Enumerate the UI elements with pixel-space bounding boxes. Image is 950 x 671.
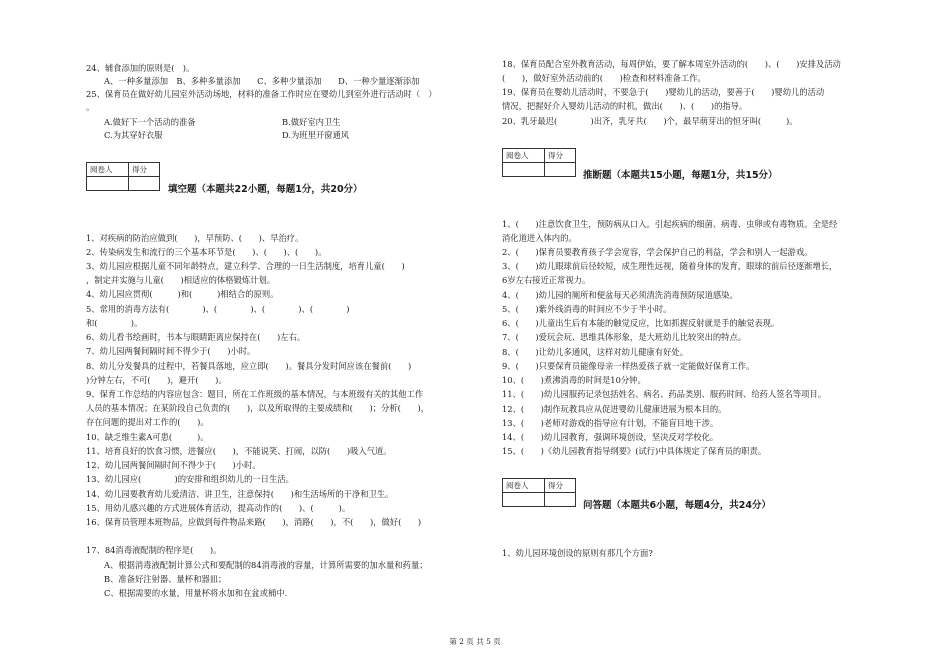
- list-item: 6、( )儿童出生后有本能的触觉反应，比如抓握反射就是手的触觉表现。: [502, 318, 780, 328]
- score-cell[interactable]: [545, 493, 576, 507]
- list-item: C、根据需要的水量，用量杯将水加和在盆或桶中.: [104, 588, 288, 598]
- list-item: 13、幼儿园应( )的安排和组织幼儿的一日生活。: [86, 474, 294, 484]
- list-item: 7、幼儿园两餐间隔时间不得少于( )小时。: [86, 346, 256, 356]
- q25-option-c: C.为其穿好衣服: [104, 130, 163, 140]
- score-cell[interactable]: [129, 177, 160, 191]
- score-label: 得分: [545, 479, 576, 493]
- list-item: 存在问题的提出对工作的( )。: [86, 417, 209, 427]
- list-item: 8、幼儿分发餐具的过程中，若餐具落地，应立即( )。餐具分发时间应该在餐前( ): [86, 361, 412, 371]
- list-item: )分钟左右，不可( )，避开( )。: [86, 375, 227, 385]
- list-item: A、根据消毒液配制计算公式和要配制的84消毒液的容量，计算所需要的加水量和药量；: [104, 560, 428, 570]
- list-item: ，制定并实施与儿童( )相适应的体格锻炼计划。: [86, 275, 276, 285]
- list-item: 9、( )只要保育员能像母亲一样热爱孩子就一定能做好保育工作。: [502, 361, 755, 371]
- list-item: 1、( )注意饮食卫生，预防病从口入。引起疾病的细菌、病毒、虫卵或有毒物质。全是经: [502, 219, 838, 229]
- reviewer-cell[interactable]: [503, 163, 545, 177]
- list-item: 2、( )保育员要教育孩子学会宽容，学会保护自己的利益，学会和别人一起游戏。: [502, 247, 813, 257]
- score-label: 得分: [545, 149, 576, 163]
- list-item: B、准备好注射器、量杯和器皿；: [104, 574, 227, 584]
- q20-line: 20、乳牙最迟( )出齐，乳牙共( )个，最早萌芽出的恒牙叫( )。: [502, 116, 798, 126]
- score-label: 得分: [129, 163, 160, 177]
- list-item: 12、( )制作玩教具应从促进婴幼儿健康进展为根本目的。: [502, 404, 727, 414]
- score-cell[interactable]: [545, 163, 576, 177]
- q19-line1: 19、保育员在婴幼儿活动时，不要急于( )婴幼儿的活动，要善于( )婴幼儿的活动: [502, 87, 825, 97]
- section-title-fill: 填空题（本题共22小题，每题1分，共20分）: [168, 184, 363, 195]
- list-item: 10、( )煮沸消毒的时间是10分钟。: [502, 375, 646, 385]
- score-box: [502, 148, 576, 177]
- list-item: 2、传染病发生和流行的三个基本环节是( )、( )、( )。: [86, 247, 327, 257]
- list-item: 4、幼儿园应贯彻( )和( )相结合的原则。: [86, 289, 279, 299]
- list-item: 5、常用的消毒方法有( )、( )、( )、( ): [86, 304, 350, 314]
- q18-line1: 18、保育员配合室外教育活动，每周伊始，要了解本周室外活动的( )、( )安排及活动: [502, 59, 841, 69]
- list-item: 1、对疾病的防治应做到( )，早预防、( )、早治疗。: [86, 233, 304, 243]
- list-item: 消化道进入体内的。: [502, 233, 577, 243]
- list-item: 人员的基本情况；在某阶段自己负责的( )，以及所取得的主要成绩和( )；分析( )，: [86, 403, 430, 413]
- list-item: 11、培育良好的饮食习惯，进餐应( )，不能说笑、打闹，以防( )吸入气道。: [86, 446, 392, 456]
- q25-stem: 25、保育员在做好幼儿园室外活动场地，材料的准备工作时应在婴幼儿到室外进行活动时（ ）: [86, 89, 437, 99]
- page-footer: 第 2 页 共 5 页: [449, 637, 501, 646]
- reviewer-label: 阅卷人: [503, 479, 545, 493]
- section-title-judge: 推断题（本题共15小题，每题1分，共15分）: [583, 170, 778, 181]
- q18-line2: ( )，做好室外活动前的( )检查和材料准备工作。: [502, 73, 706, 83]
- list-item: 4、( )幼儿园的厕所和便盆每天必须清洗消毒预防尿道感染。: [502, 290, 738, 300]
- list-item: 1、幼儿园环境创设的原则有那几个方面?: [502, 548, 653, 558]
- list-item: 6、幼儿看书绘画时，书本与眼睛距离应保持在( )左右。: [86, 332, 306, 342]
- reviewer-cell[interactable]: [503, 493, 545, 507]
- q25-stem-end: 。: [86, 102, 95, 112]
- reviewer-label: 阅卷人: [503, 149, 545, 163]
- list-item: 6岁左右接近正常视力。: [502, 275, 591, 285]
- q19-line2: 情况，把握好介入婴幼儿活动的时机，做出( )、( )的指导。: [502, 101, 748, 111]
- list-item: 14、( )幼儿园教育，强调环境创设，坚决反对学校化。: [502, 432, 719, 442]
- q24-stem: 24、辅食添加的原则是( )。: [86, 63, 195, 73]
- list-item: 9、保育工作总结的内容应包含：题目，所在工作班级的基本情况，与本班级有关的其他工作: [86, 389, 424, 399]
- list-item: 7、( )爱玩会玩、思维具体形象，是大班幼儿比较突出的特点。: [502, 332, 747, 342]
- list-item: 17、84消毒液配制的程序是( )。: [86, 545, 222, 555]
- list-item: 3、幼儿园应根据儿童不同年龄特点，建立科学、合理的一日生活制度，培育儿童( ): [86, 261, 405, 271]
- score-box: [86, 162, 160, 191]
- list-item: 12、幼儿园两餐间隔时间不得少于( )小时。: [86, 460, 261, 470]
- q25-option-b: B.做好室内卫生: [282, 117, 341, 127]
- list-item: 和( )。: [86, 318, 143, 328]
- list-item: 16、保育员管理本班物品，应做到每件物品来路( )，消路( )，不( )，做好( ): [86, 517, 422, 527]
- reviewer-cell[interactable]: [87, 177, 129, 191]
- list-item: 15、用幼儿感兴趣的方式进展体育活动，提高动作的( )、( )。: [86, 503, 351, 513]
- list-item: 15、( )《幼儿园教育指导纲要》(试行)中具体规定了保育员的职责。: [502, 446, 767, 456]
- list-item: 3、( )幼儿眼球前后径较短，成生理性远视，随着身体的发育，眼球的前后径逐渐增长，: [502, 261, 838, 271]
- list-item: 10、缺乏维生素A可患( )。: [86, 432, 209, 442]
- q25-option-a: A.做好下一个活动的准备: [104, 117, 196, 127]
- list-item: 11、( )幼儿园服药记录包括姓名、病名、药品类别、服药时间、给药人签名等项目。: [502, 389, 827, 399]
- list-item: 14、幼儿园要教育幼儿爱清洁、讲卫生，注意保持( )和生活场所的干净和卫生。: [86, 489, 394, 499]
- list-item: 5、( )紫外线消毒的时间应不少于半小时。: [502, 304, 672, 314]
- list-item: 8、( )让幼儿多通风，这样对幼儿健康有好处。: [502, 347, 688, 357]
- score-box: [502, 478, 576, 507]
- q24-options: A、一种多量添加 B、多种多量添加 C、多种少量添加 D、一种少量逐渐添加: [104, 76, 420, 86]
- list-item: 13、( )老师对游戏的指导应有计划，不能盲目地干涉。: [502, 418, 719, 428]
- section-title-qa: 问答题（本题共6小题，每题4分，共24分）: [583, 500, 771, 511]
- reviewer-label: 阅卷人: [87, 163, 129, 177]
- q25-option-d: D.为班里开窗通风: [282, 130, 350, 140]
